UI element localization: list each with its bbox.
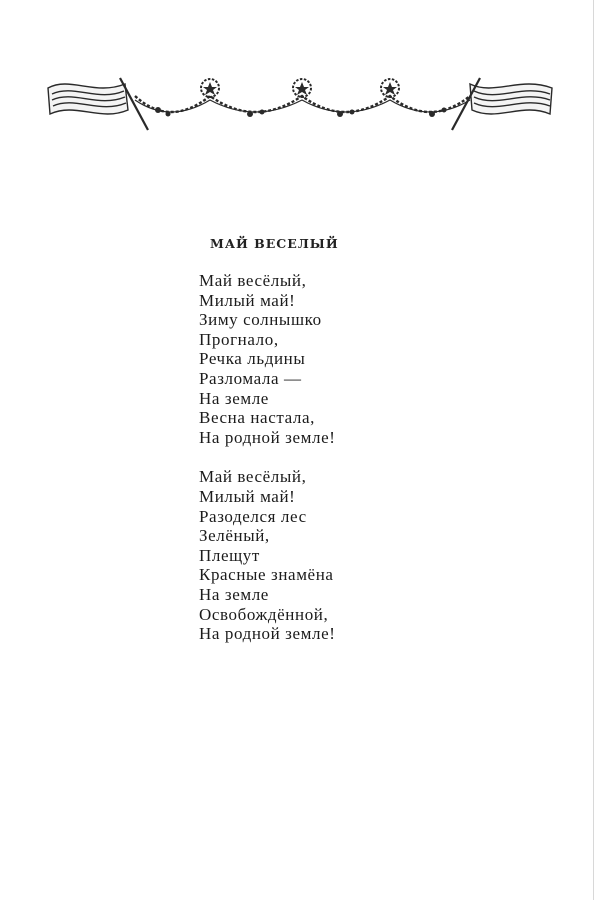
garland-leaves-icon xyxy=(155,107,447,117)
garland-icon xyxy=(135,96,470,112)
poem-line: Весна настала, xyxy=(199,408,315,428)
poem-line: Освобождённой, xyxy=(199,604,329,624)
right-flag-icon xyxy=(452,78,552,130)
poem-line: Разоделся лес xyxy=(199,506,307,526)
wreath-star-icon xyxy=(381,79,399,97)
stanza-1 xyxy=(199,271,499,447)
poem-line: На земле xyxy=(199,584,269,604)
poem-line: Милый май! xyxy=(199,290,296,310)
poem-line: Зиму солнышко xyxy=(199,310,322,330)
poem-line: Разломала — xyxy=(199,368,302,388)
poem-line: На земле xyxy=(199,388,269,408)
poem-line: Май весёлый, xyxy=(199,271,307,290)
poem-line: Май весёлый, xyxy=(199,467,307,487)
poem-line: Зелёный, xyxy=(199,526,270,546)
poem xyxy=(199,236,499,664)
poem-line: Речка льдины xyxy=(199,349,306,369)
garland-flags-ornament xyxy=(40,66,560,136)
page-edge xyxy=(593,0,594,900)
poem-line: Прогнало, xyxy=(199,329,279,349)
poem-line: На родной земле! xyxy=(199,427,336,447)
poem-line: Милый май! xyxy=(199,486,296,506)
wreath-star-icon xyxy=(293,79,311,97)
poem-line: На родной земле! xyxy=(199,624,336,644)
stanza-2 xyxy=(199,467,499,643)
poem-line: Красные знамёна xyxy=(199,565,334,585)
poem-line: Плещут xyxy=(199,545,260,565)
left-flag-icon xyxy=(48,78,148,130)
wreath-star-icon xyxy=(201,79,219,97)
poem-title: МАЙ ВЕСЕЛЫЙ xyxy=(210,236,339,251)
